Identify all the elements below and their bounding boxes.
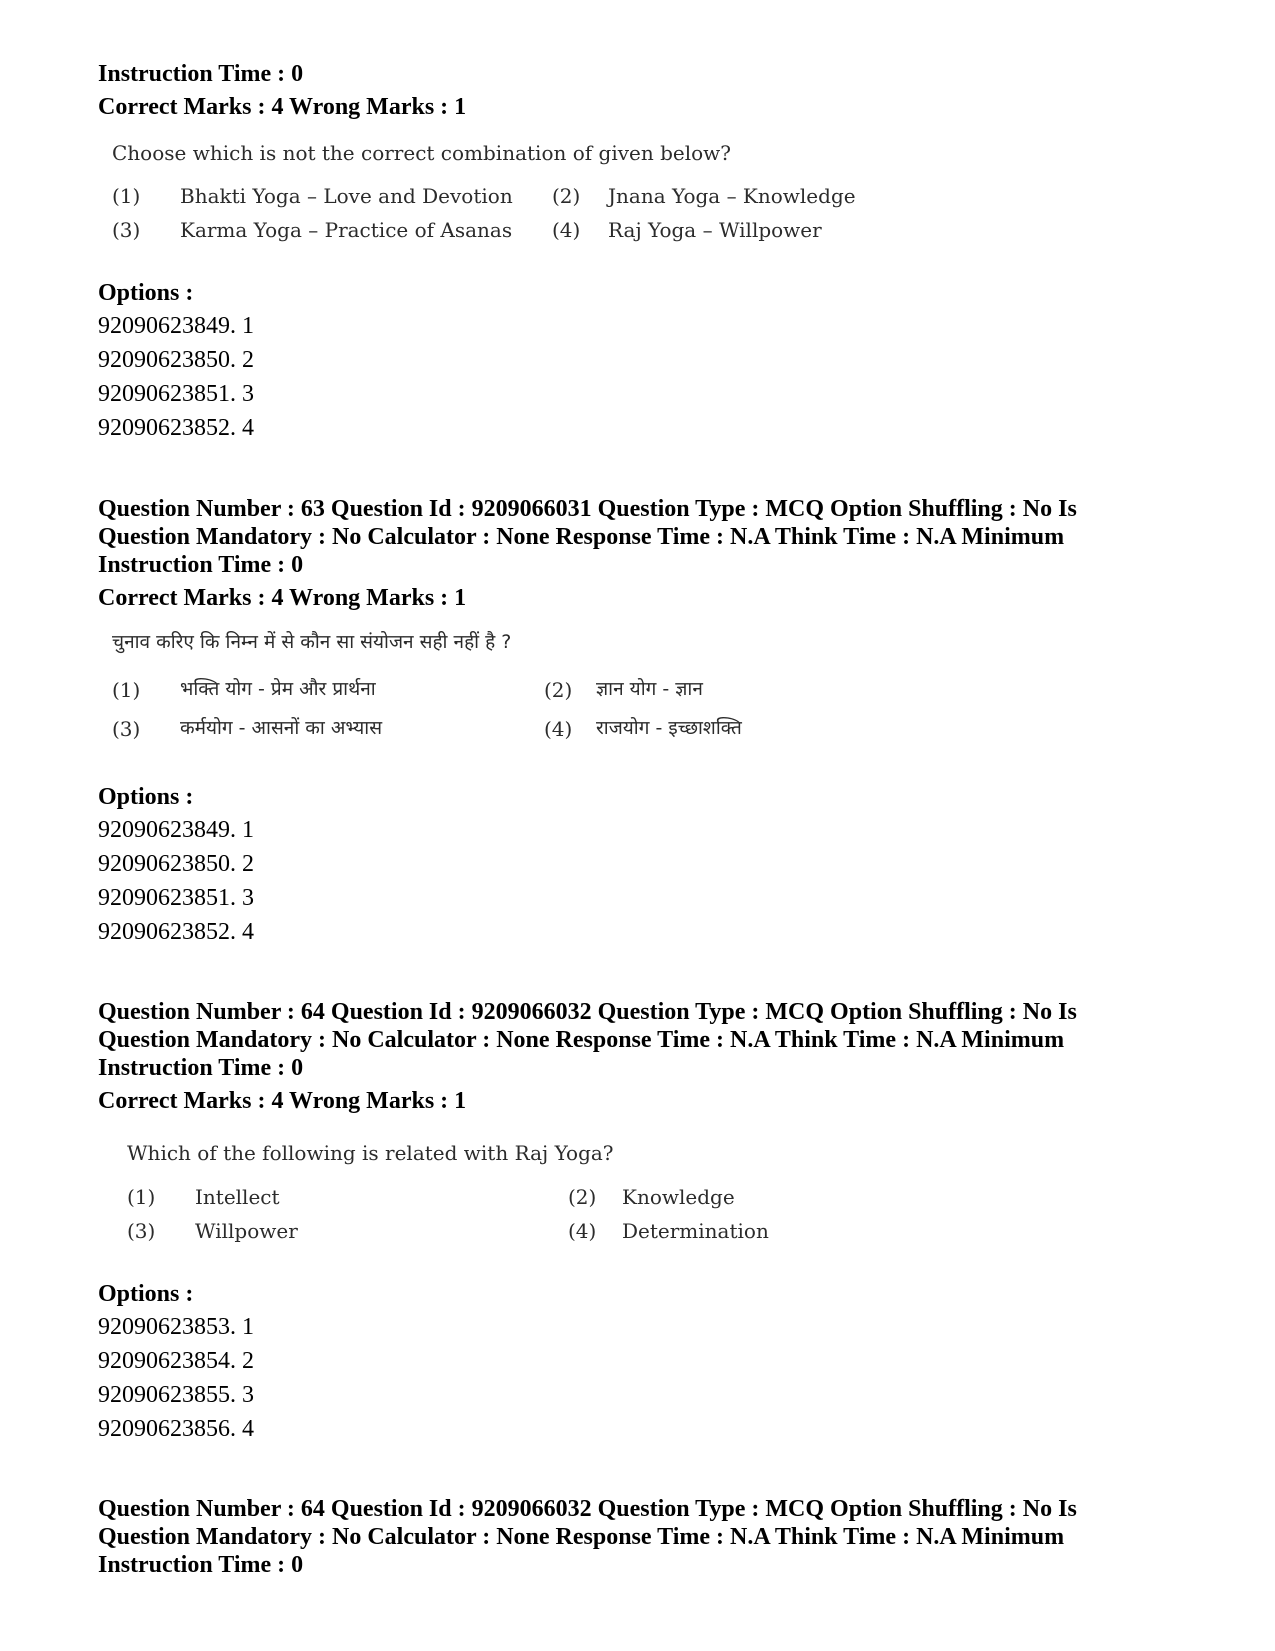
choice-number: (2) — [568, 1185, 597, 1209]
choice-number: (2) — [552, 184, 581, 208]
choice-number: (3) — [112, 717, 141, 741]
choice-text: ज्ञान योग - ज्ञान — [596, 678, 703, 700]
option-item: 92090623849. 1 — [98, 313, 254, 339]
choice-number: (3) — [127, 1219, 156, 1243]
option-item: 92090623854. 2 — [98, 1348, 254, 1374]
instruction-time: Instruction Time : 0 — [98, 552, 304, 578]
option-item: 92090623852. 4 — [98, 415, 254, 441]
question-header-line: Question Number : 64 Question Id : 9209066032 Question Type : MCQ Option Shuffling : No Is — [98, 1496, 1077, 1522]
marks-line: Correct Marks : 4 Wrong Marks : 1 — [98, 94, 467, 120]
instruction-time: Instruction Time : 0 — [98, 61, 304, 87]
choice-number: (1) — [112, 678, 141, 702]
options-label: Options : — [98, 280, 194, 306]
choice-text: Karma Yoga – Practice of Asanas — [180, 218, 513, 242]
instruction-time: Instruction Time : 0 — [98, 1055, 304, 1081]
question-header-line: Question Mandatory : No Calculator : None Response Time : N.A Think Time : N.A Minimum — [98, 1524, 1065, 1550]
option-item: 92090623850. 2 — [98, 347, 254, 373]
choice-text: Intellect — [195, 1185, 280, 1209]
option-item: 92090623856. 4 — [98, 1416, 254, 1442]
option-item: 92090623850. 2 — [98, 851, 254, 877]
option-item: 92090623853. 1 — [98, 1314, 254, 1340]
instruction-time: Instruction Time : 0 — [98, 1552, 304, 1578]
options-label: Options : — [98, 1281, 194, 1307]
choice-number: (1) — [127, 1185, 156, 1209]
choice-number: (2) — [544, 678, 573, 702]
question-text: चुनाव करिए कि निम्न में से कौन सा संयोजन सही नहीं है ? — [112, 631, 512, 653]
choice-text: Knowledge — [622, 1185, 735, 1209]
option-item: 92090623851. 3 — [98, 885, 254, 911]
option-item: 92090623852. 4 — [98, 919, 254, 945]
choice-text: राजयोग - इच्छाशक्ति — [596, 717, 742, 739]
choice-text: Jnana Yoga – Knowledge — [608, 184, 856, 208]
marks-line: Correct Marks : 4 Wrong Marks : 1 — [98, 585, 467, 611]
marks-line: Correct Marks : 4 Wrong Marks : 1 — [98, 1088, 467, 1114]
question-header-line: Question Number : 64 Question Id : 9209066032 Question Type : MCQ Option Shuffling : No Is — [98, 999, 1077, 1025]
choice-number: (4) — [568, 1219, 597, 1243]
question-text: Choose which is not the correct combination of given below? — [112, 141, 732, 165]
choice-number: (4) — [552, 218, 581, 242]
choice-text: भक्ति योग - प्रेम और प्रार्थना — [180, 678, 376, 700]
choice-number: (4) — [544, 717, 573, 741]
option-item: 92090623849. 1 — [98, 817, 254, 843]
choice-number: (3) — [112, 218, 141, 242]
choice-text: Determination — [622, 1219, 769, 1243]
choice-text: कर्मयोग - आसनों का अभ्यास — [180, 717, 383, 739]
question-header-line: Question Mandatory : No Calculator : None Response Time : N.A Think Time : N.A Minimum — [98, 524, 1065, 550]
option-item: 92090623851. 3 — [98, 381, 254, 407]
choice-text: Raj Yoga – Willpower — [608, 218, 822, 242]
choice-text: Bhakti Yoga – Love and Devotion — [180, 184, 513, 208]
choice-text: Willpower — [195, 1219, 298, 1243]
question-header-line: Question Mandatory : No Calculator : None Response Time : N.A Think Time : N.A Minimum — [98, 1027, 1065, 1053]
question-header-line: Question Number : 63 Question Id : 9209066031 Question Type : MCQ Option Shuffling : No Is — [98, 496, 1077, 522]
option-item: 92090623855. 3 — [98, 1382, 254, 1408]
options-label: Options : — [98, 784, 194, 810]
question-text: Which of the following is related with Raj Yoga? — [127, 1141, 614, 1165]
choice-number: (1) — [112, 184, 141, 208]
